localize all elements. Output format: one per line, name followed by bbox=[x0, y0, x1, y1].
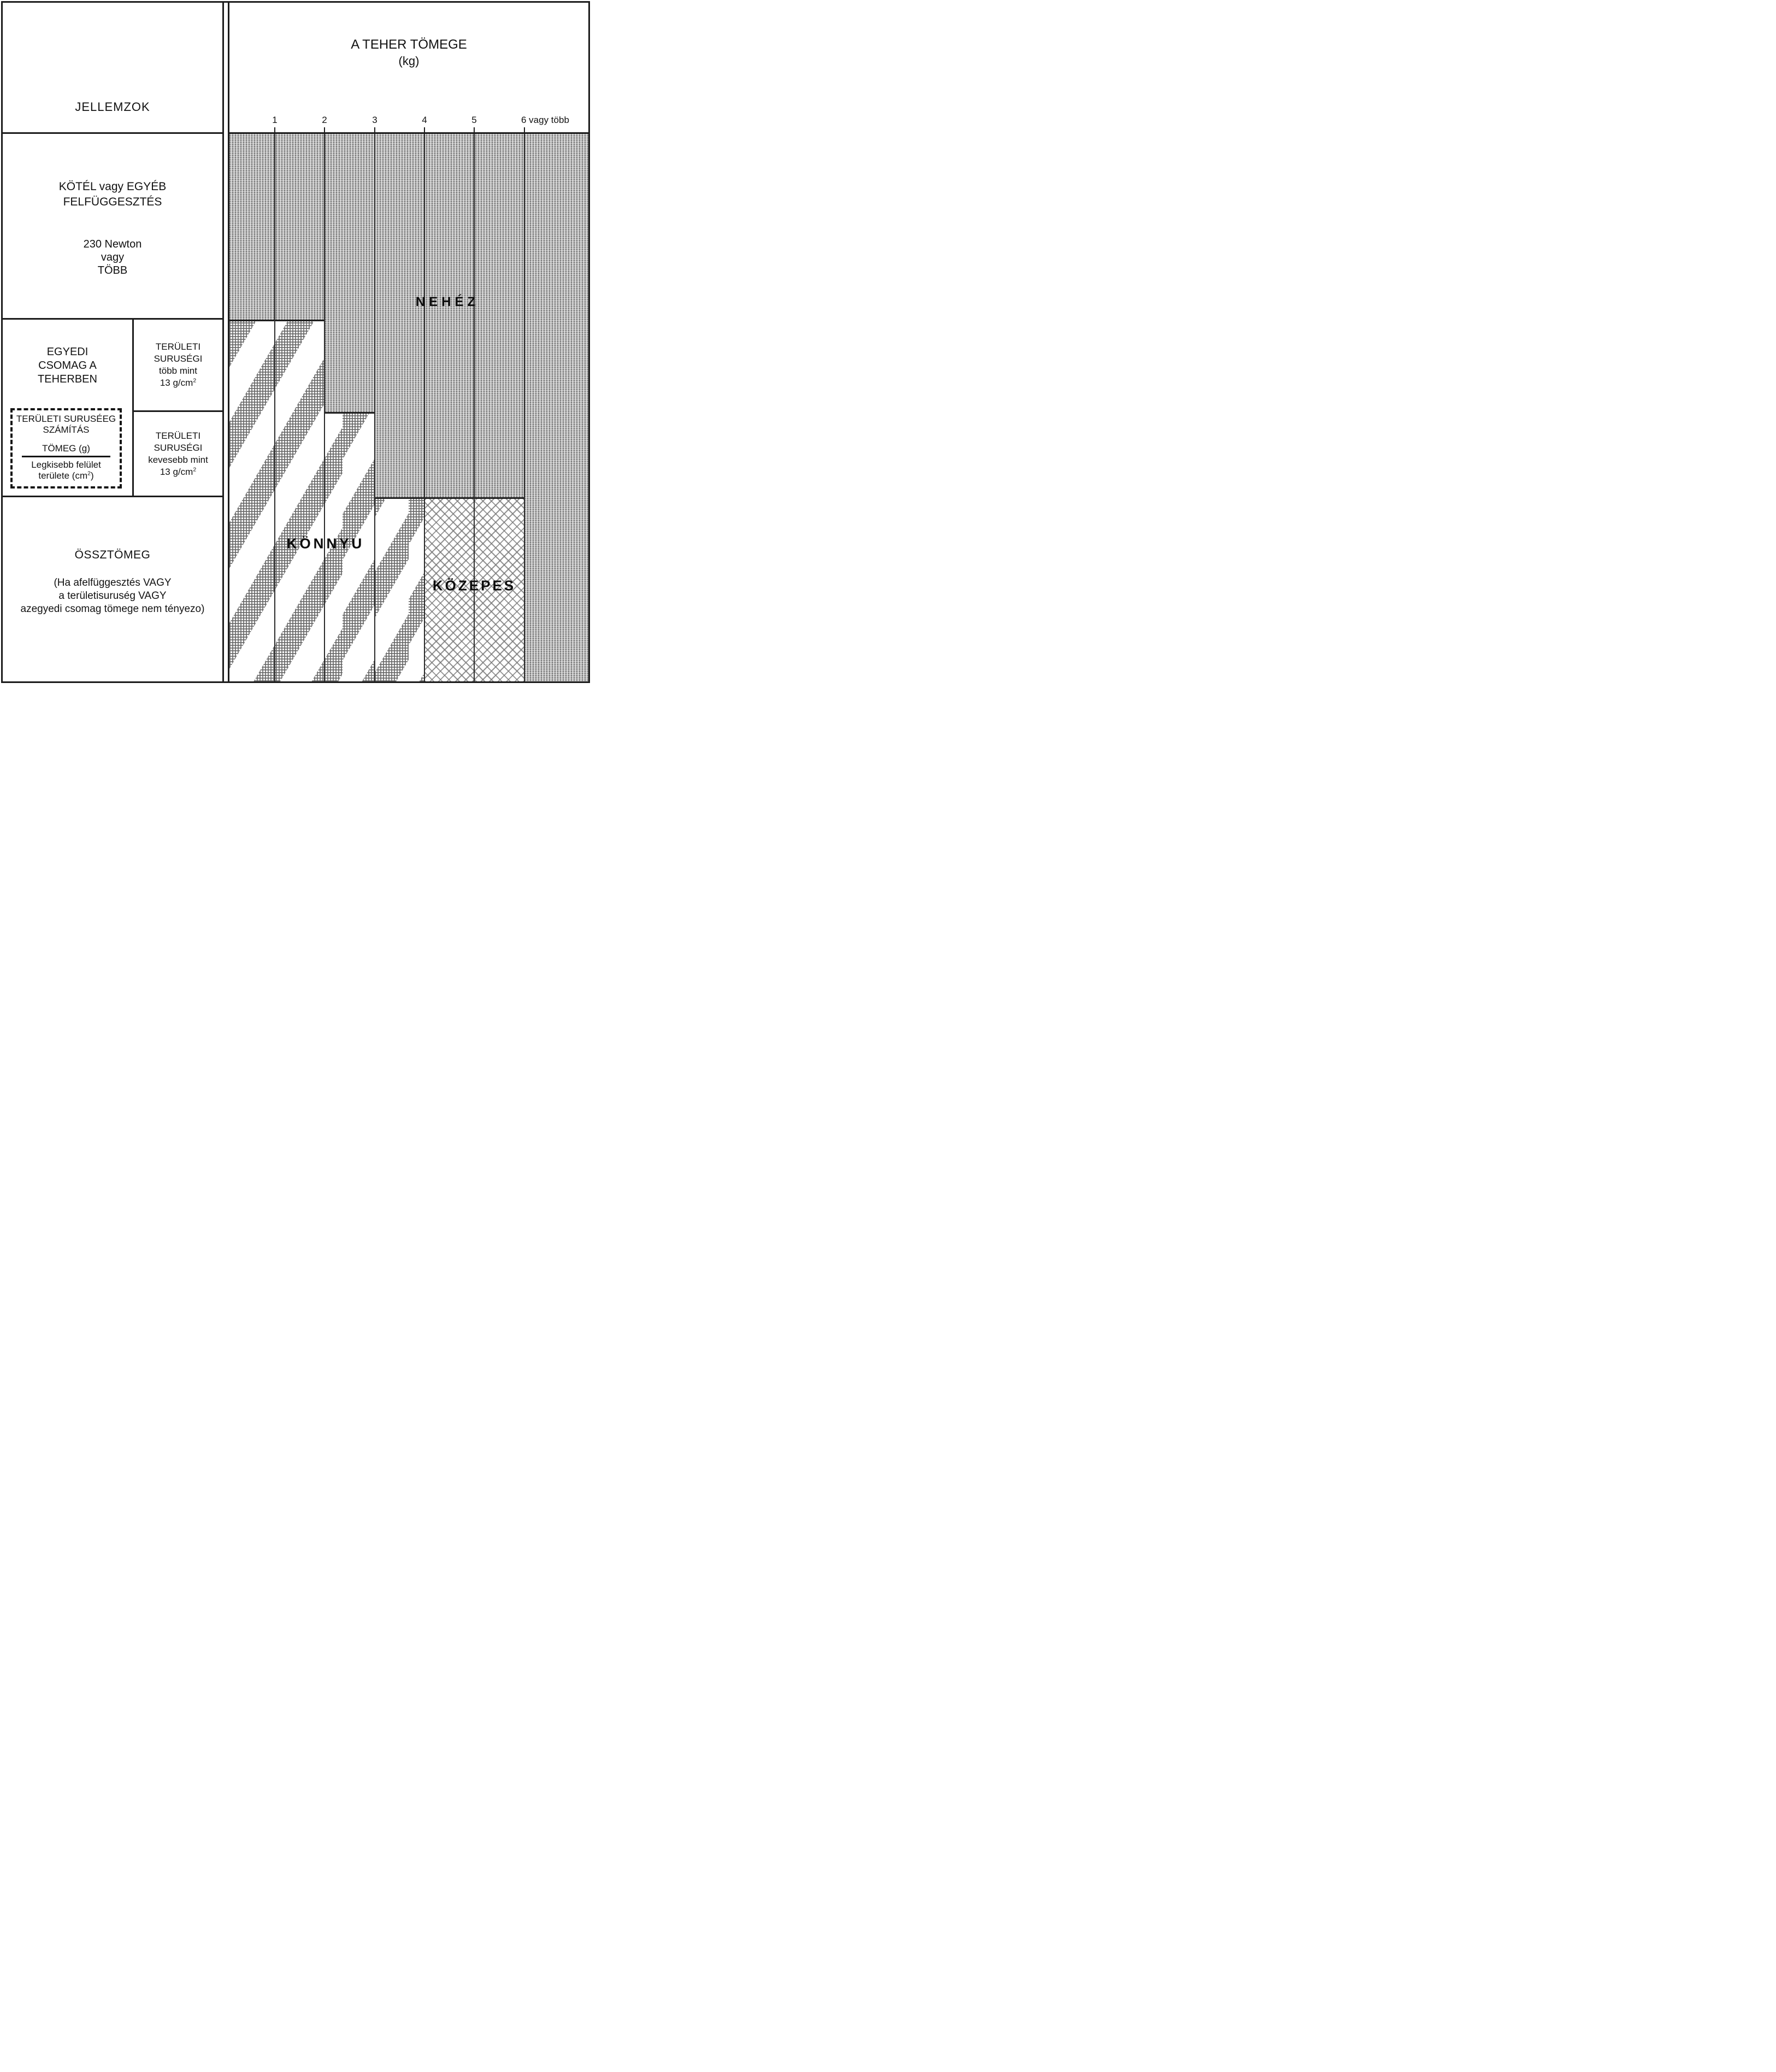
formula-denominator-line2 bbox=[13, 470, 120, 481]
heavy-region-label: NEHÉZ bbox=[415, 295, 480, 309]
tick-mark-3 bbox=[374, 127, 375, 132]
high-density-value-text: 13 g/cm bbox=[160, 378, 193, 388]
low-density-line1: TERÜLETI bbox=[155, 430, 201, 441]
total-mass-title: ÖSSZTÖMEG bbox=[74, 549, 151, 561]
characteristics-title: JELLEMZOK bbox=[75, 100, 150, 114]
tick-label-6: 6 vagy több bbox=[521, 115, 569, 125]
formula-title-line1: TERÜLETI SURUSÉEG bbox=[16, 414, 116, 424]
package-density-cell bbox=[3, 320, 222, 497]
chart-title-line1: A TEHER TÖMEGE bbox=[351, 37, 467, 52]
denominator-text: területe (cm bbox=[38, 470, 88, 481]
high-density-line2: SURUSÉGI bbox=[154, 354, 203, 364]
formula-title-line2: SZÁMÍTÁS bbox=[43, 425, 90, 435]
grid-line-4kg bbox=[424, 134, 425, 681]
fraction-rule bbox=[22, 456, 110, 457]
chart-plot-area bbox=[229, 134, 588, 681]
low-density-cell bbox=[134, 412, 222, 496]
tick-label-5: 5 bbox=[471, 115, 477, 125]
total-mass-note-line2: a területisuruség VAGY bbox=[58, 590, 167, 602]
package-label-line1: EGYEDI bbox=[46, 346, 88, 358]
classification-diagram bbox=[0, 0, 592, 691]
total-mass-note-line3: azegyedi csomag tömege nem tényezo) bbox=[20, 603, 205, 615]
tick-mark-1 bbox=[274, 127, 275, 132]
denominator-superscript: 2 bbox=[87, 470, 91, 477]
tick-label-1: 1 bbox=[272, 115, 278, 125]
tick-mark-5 bbox=[474, 127, 475, 132]
grid-line-3kg bbox=[374, 134, 375, 681]
high-density-line1: TERÜLETI bbox=[155, 342, 201, 352]
characteristics-header-cell bbox=[3, 3, 222, 134]
grid-line-2kg bbox=[324, 134, 325, 681]
chart-header bbox=[229, 3, 588, 134]
tick-mark-4 bbox=[424, 127, 425, 132]
medium-region-label: KÖZEPES bbox=[432, 577, 516, 594]
package-label bbox=[3, 345, 132, 386]
low-density-line3: kevesebb mint bbox=[148, 454, 208, 465]
high-density-line3: több mint bbox=[159, 366, 197, 376]
formula-denominator-line1: Legkisebb felület bbox=[31, 460, 101, 470]
weight-chart bbox=[228, 3, 588, 681]
denominator-close: ) bbox=[90, 470, 94, 481]
formula-spacer bbox=[13, 435, 120, 443]
tick-label-2: 2 bbox=[322, 115, 327, 125]
chart-title bbox=[229, 37, 588, 69]
tick-mark-2 bbox=[324, 127, 325, 132]
tick-label-4: 4 bbox=[422, 115, 427, 125]
high-density-cell bbox=[134, 320, 222, 412]
total-mass-cell bbox=[3, 497, 222, 681]
suspension-title-line2: FELFÜGGESZTÉS bbox=[63, 196, 162, 208]
figure-frame bbox=[1, 1, 590, 683]
high-density-value bbox=[134, 377, 222, 389]
grid-line-5kg bbox=[474, 134, 475, 681]
characteristics-panel bbox=[3, 3, 224, 681]
density-subcolumn bbox=[134, 320, 222, 496]
suspension-title-line1: KÖTÉL vagy EGYÉB bbox=[58, 180, 167, 193]
formula-numerator: TÖMEG (g) bbox=[42, 443, 90, 454]
chart-title-unit: (kg) bbox=[398, 54, 420, 68]
low-density-value bbox=[134, 466, 222, 478]
light-region-step-1 bbox=[229, 320, 324, 681]
low-density-line2: SURUSÉGI bbox=[154, 442, 203, 453]
grid-line-6kg bbox=[524, 134, 525, 681]
suspension-cell bbox=[3, 134, 222, 320]
grid-line-1kg bbox=[274, 134, 275, 681]
suspension-value-line3: TÖBB bbox=[97, 264, 128, 276]
package-label-line2: CSOMAG A bbox=[38, 360, 97, 372]
low-density-value-text: 13 g/cm bbox=[160, 466, 193, 477]
light-region-step-3 bbox=[375, 497, 424, 681]
suspension-value-line2: vagy bbox=[101, 251, 125, 263]
areal-density-formula-box bbox=[10, 408, 122, 488]
suspension-title bbox=[3, 179, 222, 210]
total-mass-note-line1: (Ha afelfüggesztés VAGY bbox=[54, 577, 172, 588]
suspension-value-line1: 230 Newton bbox=[83, 238, 142, 250]
suspension-value bbox=[3, 238, 222, 277]
tick-mark-6 bbox=[524, 127, 525, 132]
high-density-value-sup: 2 bbox=[193, 377, 197, 384]
light-region-label: KÖNNYU bbox=[286, 535, 365, 552]
total-mass-note bbox=[3, 576, 222, 616]
package-label-cell bbox=[3, 320, 134, 496]
low-density-value-sup: 2 bbox=[193, 466, 197, 473]
package-label-line3: TEHERBEN bbox=[38, 373, 97, 385]
tick-label-3: 3 bbox=[372, 115, 377, 125]
